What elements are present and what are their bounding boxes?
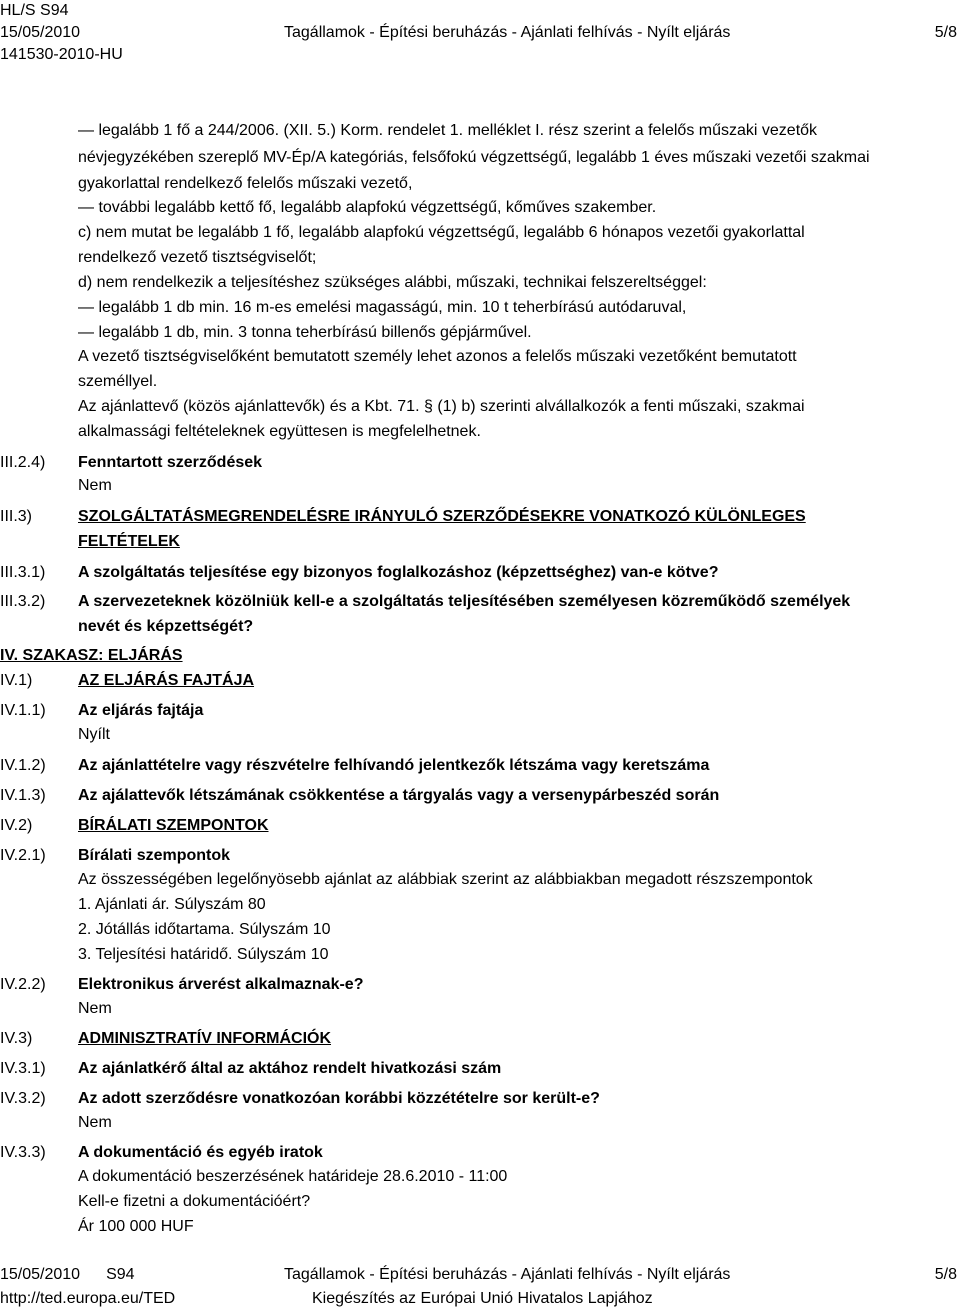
- body-dash-item: — további legalább kettő fő, legalább alapfokú végzettségű, kőműves szakember.: [78, 195, 656, 220]
- section-title: SZOLGÁLTATÁSMEGRENDELÉSRE IRÁNYULÓ SZERZŐDÉSEKRE VONATKOZÓ KÜLÖNLEGES: [78, 508, 806, 525]
- section-title: A szervezeteknek közölniük kell-e a szolgáltatás teljesítésében személyesen közreműködő személyek: [78, 593, 851, 610]
- section-title: FELTÉTELEK: [78, 533, 180, 550]
- header-page-number: 5/8: [934, 24, 957, 41]
- section-number: IV.3): [0, 1030, 33, 1047]
- section-title: ADMINISZTRATÍV INFORMÁCIÓK: [78, 1030, 332, 1047]
- part-heading: IV. SZAKASZ: ELJÁRÁS: [0, 647, 183, 664]
- section-title: AZ ELJÁRÁS FAJTÁJA: [78, 672, 255, 689]
- footer-issue: S94: [106, 1266, 135, 1283]
- section-number: IV.2.2): [0, 976, 46, 993]
- body-line: Az ajánlattevő (közös ajánlattevők) és a Kbt. 71. § (1) b) szerinti alvállalkozók a fenti műszaki, szakmai: [78, 398, 805, 415]
- body-line: névjegyzékében szereplő MV-Ép/A kategóriás, felsőfokú végzettségű, legalább 1 éves műszaki vezetői szakmai: [78, 149, 870, 166]
- section-number: III.2.4): [0, 454, 46, 471]
- section-number: IV.3.3): [0, 1144, 46, 1161]
- section-number: IV.2.1): [0, 847, 46, 864]
- section-number: III.3.2): [0, 593, 46, 610]
- header-title: Tagállamok - Építési beruházás - Ajánlati felhívás - Nyílt eljárás: [284, 24, 731, 41]
- section-title: Az ajánlatkérő által az aktához rendelt hivatkozási szám: [78, 1060, 502, 1077]
- section-line: Az összességében legelőnyösebb ajánlat az alábbiak szerint az alábbiakban megadott részszempontok: [78, 871, 813, 888]
- body-line: A vezető tisztségviselőként bemutatott személy lehet azonos a felelős műszaki vezetőként bemutatott: [78, 348, 797, 365]
- footer-url[interactable]: http://ted.europa.eu/TED: [0, 1290, 176, 1307]
- section-line: Kell-e fizetni a dokumentációért?: [78, 1193, 311, 1210]
- section-title: nevét és képzettségét?: [78, 618, 254, 635]
- body-dash-item: — legalább 1 db, min. 3 tonna teherbírású billenős gépjárművel.: [78, 320, 532, 345]
- section-number: IV.3.1): [0, 1060, 46, 1077]
- header-date: 15/05/2010: [0, 24, 81, 41]
- section-line: 1. Ajánlati ár. Súlyszám 80: [78, 896, 266, 913]
- body-line: c) nem mutat be legalább 1 fő, legalább alapfokú végzettségű, legalább 6 hónapos vezetői gyakorlattal: [78, 224, 805, 241]
- body-dash-item: — legalább 1 db min. 16 m-es emelési magasságú, min. 10 t teherbírású autódaruval,: [78, 295, 686, 320]
- section-number: III.3.1): [0, 564, 46, 581]
- body-line: d) nem rendelkezik a teljesítéshez szükséges alábbi, műszaki, technikai felszereltséggel:: [78, 274, 707, 291]
- section-value: Nem: [78, 477, 112, 494]
- section-number: IV.1.3): [0, 787, 46, 804]
- section-value: Nyílt: [78, 726, 110, 743]
- section-line: A dokumentáció beszerzésének határideje 28.6.2010 - 11:00: [78, 1168, 508, 1185]
- section-title: Elektronikus árverést alkalmaznak-e?: [78, 976, 364, 993]
- section-number: IV.3.2): [0, 1090, 46, 1107]
- header-left: [0, 0, 123, 66]
- page-footer: [0, 1264, 960, 1311]
- footer-publisher: Kiegészítés az Európai Unió Hivatalos Lapjához: [312, 1290, 653, 1307]
- header-series: HL/S S94: [0, 2, 69, 19]
- section-number: IV.1.2): [0, 757, 46, 774]
- body-line: gyakorlattal rendelkező felelős műszaki vezető,: [78, 175, 413, 192]
- body-line: személlyel.: [78, 373, 158, 390]
- section-title: BÍRÁLATI SZEMPONTOK: [78, 817, 269, 834]
- section-number: III.3): [0, 508, 33, 525]
- section-number: IV.1.1): [0, 702, 46, 719]
- section-title: A dokumentáció és egyéb iratok: [78, 1144, 323, 1161]
- section-line: Ár 100 000 HUF: [78, 1218, 194, 1235]
- section-title: A szolgáltatás teljesítése egy bizonyos foglalkozáshoz (képzettséghez) van-e kötve?: [78, 564, 719, 581]
- section-title: Az eljárás fajtája: [78, 702, 204, 719]
- footer-page-number: 5/8: [934, 1266, 957, 1283]
- section-line: 2. Jótállás időtartama. Súlyszám 10: [78, 921, 331, 938]
- section-number: IV.1): [0, 672, 33, 689]
- section-value: Nem: [78, 1000, 112, 1017]
- section-title: Az adott szerződésre vonatkozóan korábbi közzétételre sor került-e?: [78, 1090, 600, 1107]
- body-dash-item: — legalább 1 fő a 244/2006. (XII. 5.) Korm. rendelet 1. melléklet I. rész szerint a felelős műszaki vezetők: [78, 118, 817, 143]
- section-title: Fenntartott szerződések: [78, 454, 263, 471]
- footer-date-issue: [0, 1264, 135, 1286]
- footer-date: 15/05/2010: [0, 1266, 81, 1283]
- body-line: alkalmassági feltételeknek együttesen is megfelelhetnek.: [78, 423, 481, 440]
- section-title: Bírálati szempontok: [78, 847, 231, 864]
- section-line: 3. Teljesítési határidő. Súlyszám 10: [78, 946, 329, 963]
- section-value: Nem: [78, 1114, 112, 1131]
- section-title: Az ajánlattételre vagy részvételre felhívandó jelentkezők létszáma vagy keretszáma: [78, 757, 710, 774]
- section-title: Az ajálattevők létszámának csökkentése a tárgyalás vagy a versenypárbeszéd során: [78, 787, 720, 804]
- body-line: rendelkező vezető tisztségviselőt;: [78, 249, 317, 266]
- section-number: IV.2): [0, 817, 33, 834]
- page-header: [0, 0, 960, 70]
- header-doc-id: 141530-2010-HU: [0, 46, 123, 63]
- footer-title: Tagállamok - Építési beruházás - Ajánlati felhívás - Nyílt eljárás: [284, 1266, 731, 1283]
